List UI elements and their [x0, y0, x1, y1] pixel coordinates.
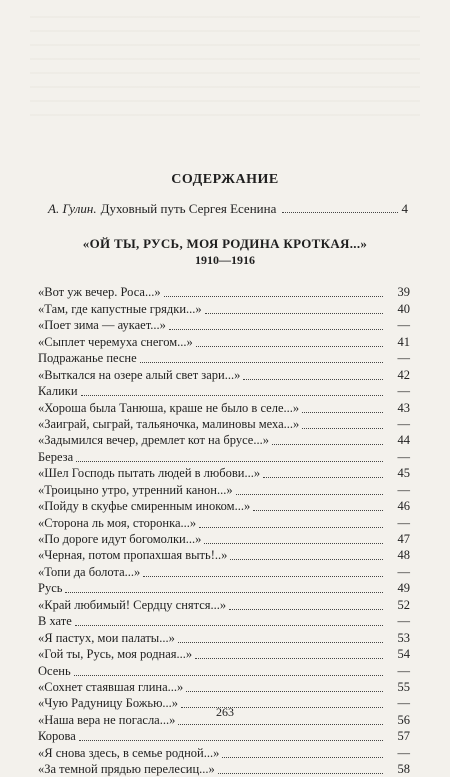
toc-entry-page: 39: [397, 285, 410, 300]
toc-entry-title: «За темной прядью перелесиц...»: [38, 762, 215, 777]
toc-entry-page: 52: [397, 597, 410, 612]
toc-entry-page: —: [397, 614, 410, 629]
toc-entry-page: —: [397, 318, 410, 333]
toc-entry-page: 40: [397, 301, 410, 316]
toc-entry: [38, 383, 410, 399]
toc-entry-title: «Хороша была Танюша, краше не было в селе...»: [38, 400, 300, 415]
dot-leader: [196, 346, 383, 347]
dot-leader: [199, 527, 383, 528]
toc-entry-title: «Поет зима — аукает...»: [38, 318, 166, 333]
toc-entry: [38, 366, 410, 382]
toc-entry: [38, 662, 410, 678]
toc-entry-page: 58: [397, 762, 410, 777]
toc-entry: [38, 498, 410, 514]
toc-entry-page: 47: [397, 532, 410, 546]
toc-entry-page: —: [397, 449, 410, 464]
section-years: 1910—1916: [195, 253, 255, 267]
toc-entry: [38, 728, 410, 744]
toc-entry: [38, 646, 410, 662]
toc-entry: [38, 744, 410, 760]
toc-entry-title: «Сохнет стаявшая глина...»: [38, 679, 184, 694]
toc-entry-title: «Я снова здесь, в семье родной...»: [38, 745, 220, 760]
toc-entry-title: «Край любимый! Сердцу снятся...»: [38, 597, 227, 612]
dot-leader: [65, 592, 383, 593]
intro-page: 4: [401, 201, 408, 216]
toc-entry: [38, 679, 410, 695]
toc-entry-title: «Гой ты, Русь, моя родная...»: [38, 647, 193, 662]
toc-entry-page: 48: [397, 548, 410, 563]
toc-entry-page: 43: [397, 400, 410, 415]
section-title: «ОЙ ТЫ, РУСЬ, МОЯ РОДИНА КРОТКАЯ...»: [82, 236, 368, 251]
toc-entry: [38, 432, 410, 448]
page-heading: СОДЕРЖАНИЕ: [171, 172, 279, 187]
toc-entry-title: «Я пастух, мои палаты...»: [38, 630, 175, 645]
toc-entry-title: «Задымился вечер, дремлет кот на брусе...»: [38, 433, 269, 448]
dot-leader: [263, 477, 383, 478]
toc-entry-page: 49: [397, 581, 410, 596]
toc-entry: [38, 333, 410, 349]
dot-leader: [222, 757, 383, 758]
toc-entry-page: —: [397, 564, 410, 579]
toc-entry-page: 41: [397, 334, 410, 349]
toc-entry-title: «Черная, потом пропахшая выть!..»: [38, 548, 228, 563]
toc-entry: [38, 416, 410, 432]
toc-entry-page: 46: [397, 499, 410, 514]
toc-entry-page: —: [397, 416, 410, 431]
toc-entry-page: 53: [397, 630, 410, 645]
toc-entry-title: «Заиграй, сыграй, тальяночка, малиновы меха...»: [38, 416, 300, 431]
toc-entry-title: «Сыплет черемуха снегом...»: [38, 334, 193, 349]
dot-leader: [272, 444, 383, 445]
toc-entry: [38, 448, 410, 464]
toc-entry-title: «Наша вера не погасла...»: [38, 712, 176, 727]
toc-entry: [38, 613, 410, 629]
dot-leader: [143, 576, 383, 577]
page-number: 263: [216, 705, 234, 719]
toc-entry-title: Корова: [38, 729, 76, 744]
toc-list: [38, 284, 410, 777]
dot-leader: [302, 428, 383, 429]
toc-entry-title: «Чую Радуницу Божью...»: [38, 696, 179, 711]
dot-leader: [243, 379, 383, 380]
toc-entry: [38, 300, 410, 316]
toc-entry-page: —: [397, 351, 410, 366]
toc-entry-title: В хате: [38, 614, 72, 629]
toc-entry-title: Калики: [38, 384, 78, 399]
toc-entry: [38, 547, 410, 563]
dot-leader: [230, 559, 383, 560]
toc-entry-page: 45: [397, 466, 410, 481]
toc-entry-title: «Вот уж вечер. Роса...»: [38, 285, 161, 300]
dot-leader: [79, 740, 383, 741]
toc-entry-page: —: [397, 515, 410, 530]
toc-entry-page: 57: [397, 729, 410, 744]
toc-entry-page: —: [397, 696, 410, 711]
toc-entry: [38, 563, 410, 579]
toc-entry-title: Осень: [38, 663, 71, 678]
toc-entry: [38, 596, 410, 612]
dot-leader: [140, 362, 383, 363]
toc-entry-title: Подражанье песне: [38, 351, 137, 366]
intro-entry: [48, 201, 408, 217]
dot-leader: [229, 609, 383, 610]
toc-entry: [38, 465, 410, 481]
toc-entry-page: —: [397, 384, 410, 399]
toc-entry-page: 55: [397, 679, 410, 694]
toc-entry-title: «Сторона ль моя, сторонка...»: [38, 515, 197, 530]
dot-leader: [236, 494, 383, 495]
toc-entry-title: «Там, где капустные грядки...»: [38, 301, 202, 316]
toc-entry-title: «Пойду в скуфье смиренным иноком...»: [38, 499, 251, 514]
toc-entry-title: «Топи да болота...»: [38, 564, 141, 579]
toc-entry-page: —: [397, 482, 410, 497]
toc-entry-title: «Троицыно утро, утренний канон...»: [38, 482, 233, 497]
toc-entry: [38, 481, 410, 497]
intro-leader: [282, 212, 397, 213]
dot-leader: [169, 329, 383, 330]
toc-entry-page: 44: [397, 433, 410, 448]
toc-entry: [38, 317, 410, 333]
dot-leader: [253, 510, 383, 511]
dot-leader: [205, 313, 383, 314]
dot-leader: [195, 658, 383, 659]
toc-entry-title: «Шел Господь пытать людей в любови...»: [38, 466, 261, 481]
toc-entry-page: —: [397, 663, 410, 678]
dot-leader: [204, 543, 383, 544]
toc-entry: [38, 399, 410, 415]
toc-entry: [38, 761, 410, 777]
dot-leader: [178, 724, 383, 725]
toc-entry-page: 56: [397, 712, 410, 727]
dot-leader: [302, 412, 383, 413]
toc-entry: [38, 350, 410, 366]
dot-leader: [178, 642, 383, 643]
dot-leader: [81, 395, 383, 396]
toc-entry: [38, 629, 410, 645]
toc-entry-title: Русь: [38, 581, 63, 596]
dot-leader: [218, 773, 383, 774]
toc-entry-title: «По дороге идут богомолки...»: [38, 532, 202, 546]
toc-entry-title: «Выткался на озере алый свет зари...»: [38, 367, 241, 382]
dot-leader: [186, 691, 383, 692]
dot-leader: [74, 675, 383, 676]
toc-entry: [38, 284, 410, 300]
dot-leader: [75, 625, 383, 626]
toc-entry-page: —: [397, 745, 410, 760]
toc-entry: [38, 531, 410, 547]
intro-title: Духовный путь Сергея Есенина: [100, 201, 277, 216]
toc-entry-page: 54: [397, 647, 410, 662]
dot-leader: [76, 461, 383, 462]
toc-entry-title: Береза: [38, 449, 74, 464]
toc-entry-page: 42: [397, 367, 410, 382]
toc-entry: [38, 580, 410, 596]
dot-leader: [164, 296, 383, 297]
intro-author: А. Гулин.: [48, 201, 97, 216]
toc-entry: [38, 514, 410, 530]
